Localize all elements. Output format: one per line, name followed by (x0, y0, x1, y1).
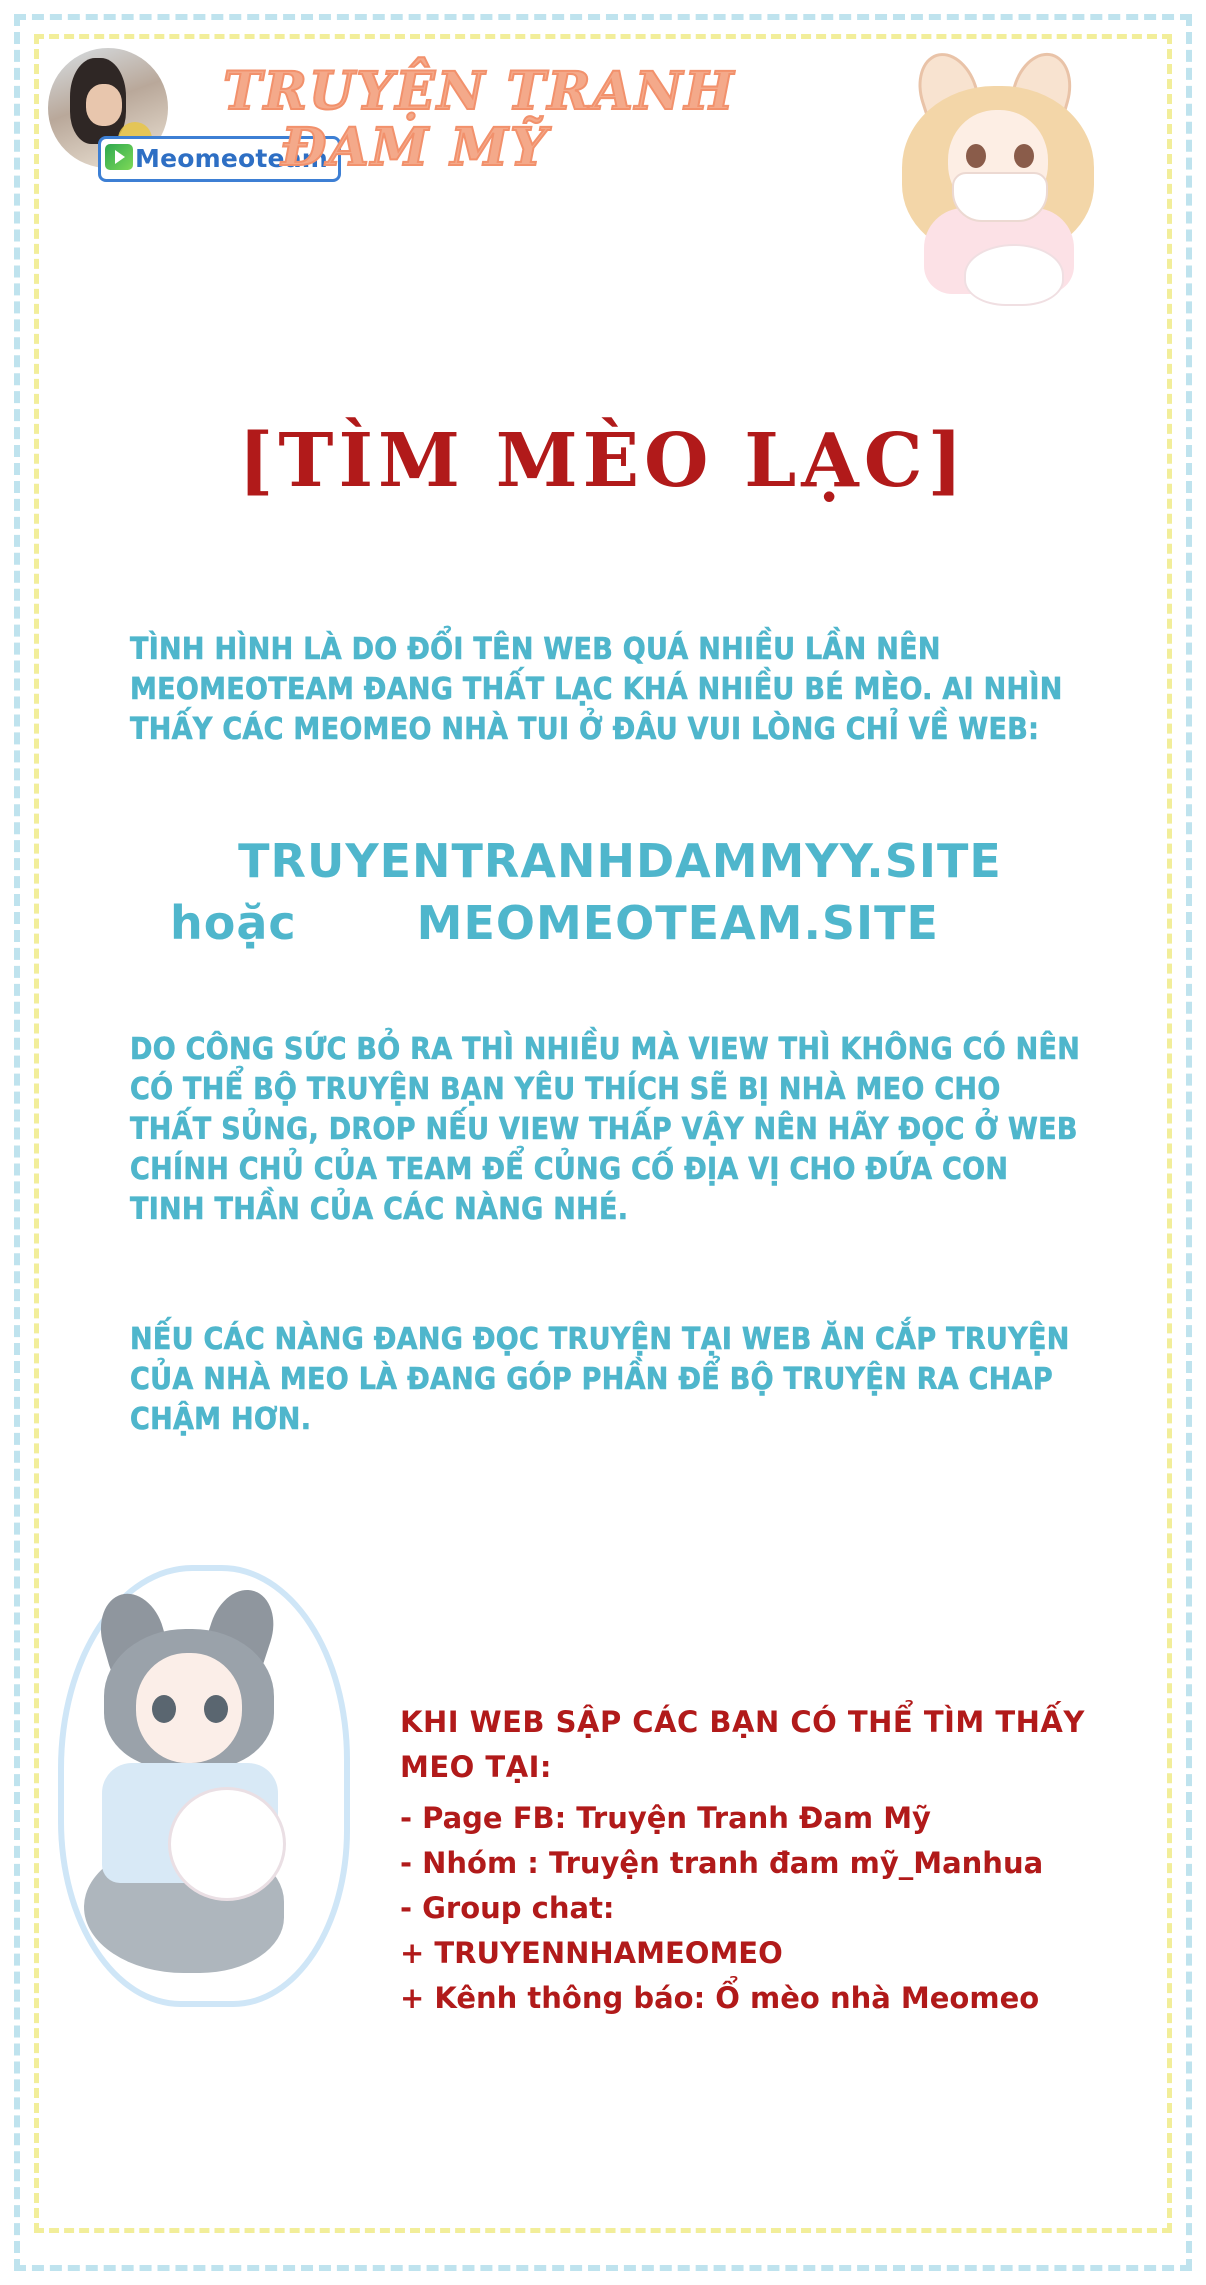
wolf-boy-illustration (58, 1555, 338, 2015)
team-name-text: Meomeoteam (135, 144, 329, 173)
header-title-line-2: ĐAM MỸ (281, 117, 550, 179)
website-alternate[interactable]: MEOMEOTEAM.SITE (416, 896, 939, 951)
website-alternate-row (130, 892, 1110, 954)
girl-face-mask (952, 172, 1048, 222)
contact-item: - Group chat: (400, 1890, 615, 1925)
contact-item: + Kênh thông báo: Ổ mèo nhà Meomeo (400, 1980, 1040, 2015)
contact-item: + TRUYENNHAMEOMEO (400, 1935, 783, 1970)
wolf-eye-left (152, 1695, 176, 1723)
wolf-eye-right (204, 1695, 228, 1723)
contact-heading: KHI WEB SẬP CÁC BẠN CÓ THỂ TÌM THẤY MEO TẠI: (400, 1705, 1085, 1784)
notice-paragraph-3: NẾU CÁC NÀNG ĐANG ĐỌC TRUYỆN TẠI WEB ĂN CẮP TRUYỆN CỦA NHÀ MEO LÀ ĐANG GÓP PHẦN ĐỂ BỘ TRUYỆN RA CHAP CHẬM HƠN. (130, 1322, 1070, 1437)
page-title: [TÌM MÈO LẠC] (238, 418, 968, 504)
girl-eye-left (966, 144, 986, 168)
girl-illustration (878, 48, 1118, 310)
contact-block (400, 1700, 1120, 2021)
contact-item: - Nhóm : Truyện tranh đam mỹ_Manhua (400, 1845, 1044, 1880)
avatar-face (86, 84, 122, 126)
header-title-line-1: TRUYỆN TRANH (223, 61, 736, 122)
notice-paragraph-1: TÌNH HÌNH LÀ DO ĐỔI TÊN WEB QUÁ NHIỀU LẦN NÊN MEOMEOTEAM ĐANG THẤT LẠC KHÁ NHIỀU BÉ MÈO. AI NHÌN THẤY CÁC MEOMEO NHÀ TUI Ở ĐÂU VUI LÒNG CHỈ VỀ WEB: (130, 632, 1063, 747)
header (48, 40, 1148, 240)
header-title (223, 61, 783, 179)
bunny-plush (964, 244, 1064, 306)
white-plush-toy (168, 1787, 286, 1901)
website-primary[interactable]: TRUYENTRANHDAMMYY.SITE (238, 834, 1002, 888)
notice-paragraph-2: DO CÔNG SỨC BỎ RA THÌ NHIỀU MÀ VIEW THÌ KHÔNG CÓ NÊN CÓ THỂ BỘ TRUYỆN BẠN YÊU THÍCH SẼ BỊ NHÀ MEO CHO THẤT SỦNG, DROP NẾU VIEW THẤP VẬY NÊN HÃY ĐỌC Ở WEB CHÍNH CHỦ CỦA TEAM ĐỂ CỦNG CỐ ĐỊA VỊ CHO ĐỨA CON TINH THẦN CỦA CÁC NÀNG NHÉ. (130, 1032, 1081, 1227)
or-label: hoặc (170, 896, 297, 951)
girl-eye-right (1014, 144, 1034, 168)
contact-item: - Page FB: Truyện Tranh Đam Mỹ (400, 1800, 931, 1835)
website-block (130, 830, 1110, 954)
play-icon (105, 144, 133, 170)
